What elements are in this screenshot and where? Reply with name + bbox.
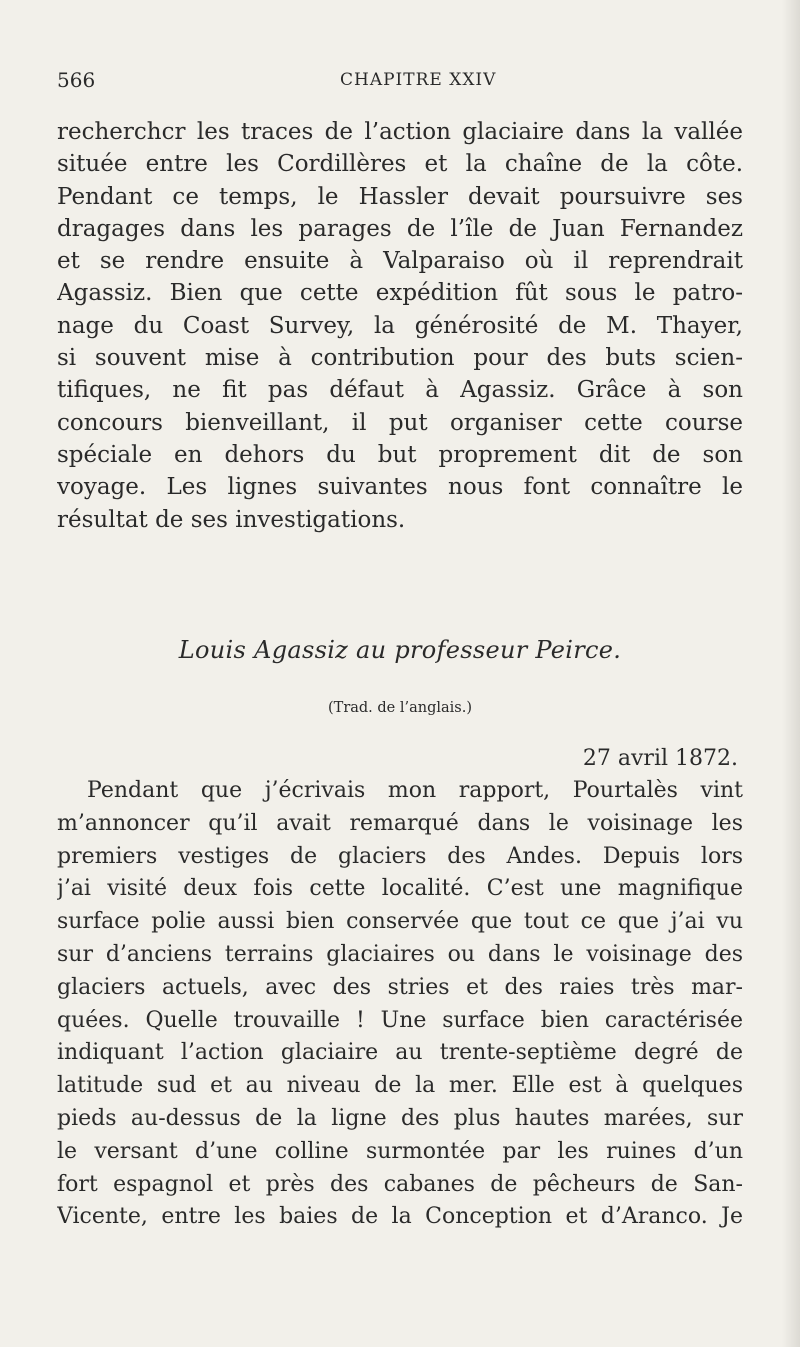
translation-note: (Trad. de l’anglais.) bbox=[327, 700, 473, 716]
text-line: concours bienveillant, il put organiser cette course bbox=[57, 409, 743, 436]
page-edge-shadow bbox=[782, 0, 800, 1347]
text-line: premiers vestiges de glaciers des Andes. Depuis lors bbox=[57, 843, 743, 869]
letter-body bbox=[57, 775, 743, 1234]
text-line: Agassiz. Bien que cette expédition fût sous le patro- bbox=[57, 280, 743, 307]
text-line: si souvent mise à contribution pour des buts scien- bbox=[57, 345, 743, 372]
letter-date: 27 avril 1872. bbox=[582, 746, 738, 771]
text-line: glaciers actuels, avec des stries et des raies très mar- bbox=[57, 974, 743, 1000]
text-line: quées. Quelle trouvaille ! Une surface bien caractérisée bbox=[57, 1007, 743, 1033]
running-head: CHAPITRE XXIV bbox=[340, 70, 497, 90]
text-line: dragages dans les parages de l’île de Juan Fernandez bbox=[57, 215, 743, 242]
text-line: latitude sud et au niveau de la mer. Elle est à quelques bbox=[57, 1073, 743, 1099]
text-line: sur d’anciens terrains glaciaires ou dans le voisinage des bbox=[57, 941, 743, 967]
text-line: nage du Coast Survey, la générosité de M. Thayer, bbox=[57, 312, 743, 339]
text-line: m’annoncer qu’il avait remarqué dans le voisinage les bbox=[57, 810, 743, 836]
page-number: 566 bbox=[57, 68, 96, 92]
text-line: recherchcr les traces de l’action glaciaire dans la vallée bbox=[57, 119, 743, 145]
paragraph-intro bbox=[57, 116, 743, 536]
text-line: fort espagnol et près des cabanes de pêcheurs de San- bbox=[57, 1171, 743, 1197]
text-line: spéciale en dehors du but proprement dit de son bbox=[57, 441, 743, 468]
text-line: indiquant l’action glaciaire au trente-septième degré de bbox=[57, 1040, 743, 1066]
text-line: tifiques, ne fit pas défaut à Agassiz. Grâce à son bbox=[57, 377, 743, 404]
letter-heading: Louis Agassiz au professeur Peirce. bbox=[178, 636, 622, 664]
text-line: Pendant que j’écrivais mon rapport, Pourtalès vint bbox=[87, 778, 743, 803]
text-line: et se rendre ensuite à Valparaiso où il reprendrait bbox=[57, 248, 743, 275]
text-line: le versant d’une colline surmontée par les ruines d’un bbox=[57, 1138, 743, 1164]
text-line: surface polie aussi bien conservée que tout ce que j’ai vu bbox=[57, 909, 743, 935]
text-line: située entre les Cordillères et la chaîne de la côte. bbox=[57, 151, 743, 178]
text-line: résultat de ses investigations. bbox=[57, 506, 406, 533]
text-line: Vicente, entre les baies de la Conception et d’Aranco. Je bbox=[57, 1204, 743, 1230]
text-line: voyage. Les lignes suivantes nous font connaître le bbox=[57, 474, 743, 501]
text-line: Pendant ce temps, le Hassler devait poursuivre ses bbox=[57, 183, 743, 210]
text-line: j’ai visité deux fois cette localité. C’est une magnifique bbox=[57, 876, 743, 902]
text-line: pieds au-dessus de la ligne des plus hautes marées, sur bbox=[57, 1105, 743, 1131]
